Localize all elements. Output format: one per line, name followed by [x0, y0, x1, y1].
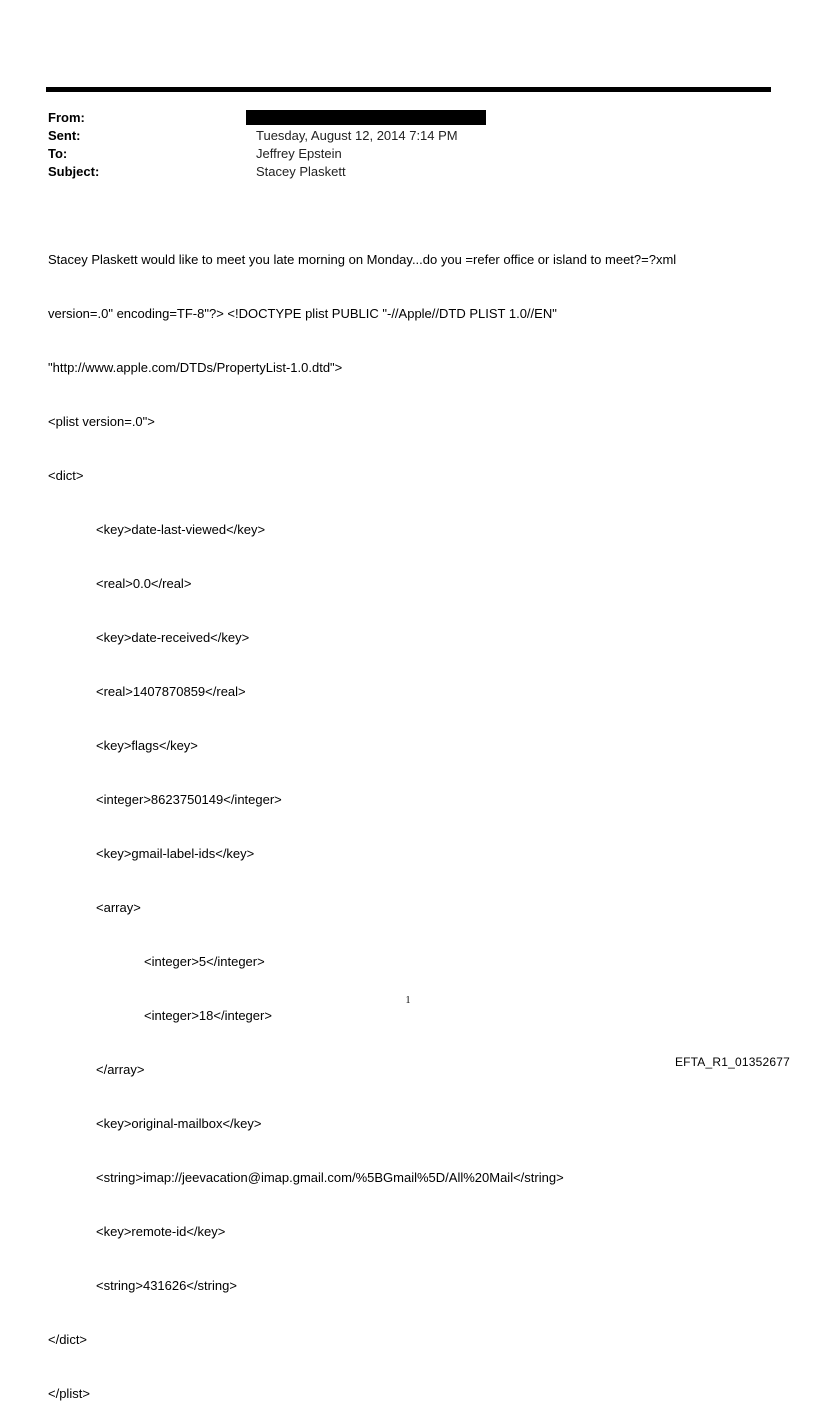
subject-value: Stacey Plaskett: [256, 164, 346, 179]
from-row: [48, 109, 748, 127]
from-label: From:: [48, 110, 85, 125]
sent-value: Tuesday, August 12, 2014 7:14 PM: [256, 128, 458, 143]
body-line: <array>: [96, 900, 141, 915]
body-line: version=.0" encoding=TF-8"?> <!DOCTYPE plist PUBLIC "-//Apple//DTD PLIST 1.0//EN": [48, 306, 557, 321]
body-line: <dict>: [48, 468, 84, 483]
subject-label: Subject:: [48, 164, 100, 179]
body-line: Stacey Plaskett would like to meet you late morning on Monday...do you =refer office or island to meet?=?xml: [48, 252, 677, 267]
body-line: <plist version=.0">: [48, 414, 155, 429]
body-line: </plist>: [48, 1386, 90, 1401]
redaction-block: [246, 110, 486, 125]
sent-row: [48, 127, 748, 145]
to-row: [48, 145, 748, 163]
body-line: <key>flags</key>: [96, 738, 198, 753]
bates-number: EFTA_R1_01352677: [674, 1055, 790, 1069]
subject-row: [48, 163, 748, 181]
body-line: <integer>8623750149</integer>: [96, 792, 282, 807]
body-line: <real>1407870859</real>: [96, 684, 246, 699]
to-value: Jeffrey Epstein: [256, 146, 342, 161]
sent-label: Sent:: [48, 128, 81, 143]
body-line: <key>date-received</key>: [96, 630, 250, 645]
body-line: <key>original-mailbox</key>: [96, 1116, 262, 1131]
body-line: <key>gmail-label-ids</key>: [96, 846, 255, 861]
body-line: "http://www.apple.com/DTDs/PropertyList-1.0.dtd">: [48, 360, 343, 375]
body-line: <integer>5</integer>: [144, 954, 265, 969]
email-header: [48, 109, 748, 181]
body-line: <string>imap://jeevacation@imap.gmail.com/%5BGmail%5D/All%20Mail</string>: [96, 1170, 564, 1185]
to-label: To:: [48, 146, 68, 161]
header-rule: [46, 87, 771, 92]
body-line: <string>431626</string>: [96, 1278, 237, 1293]
page-number: 1: [405, 995, 411, 1006]
body-line: </array>: [96, 1062, 145, 1077]
body-line: <integer>18</integer>: [144, 1008, 272, 1023]
body-line: <key>remote-id</key>: [96, 1224, 226, 1239]
body-line: </dict>: [48, 1332, 88, 1347]
body-line: <key>date-last-viewed</key>: [96, 522, 266, 537]
body-line: <real>0.0</real>: [96, 576, 192, 591]
email-body: [48, 215, 768, 1421]
